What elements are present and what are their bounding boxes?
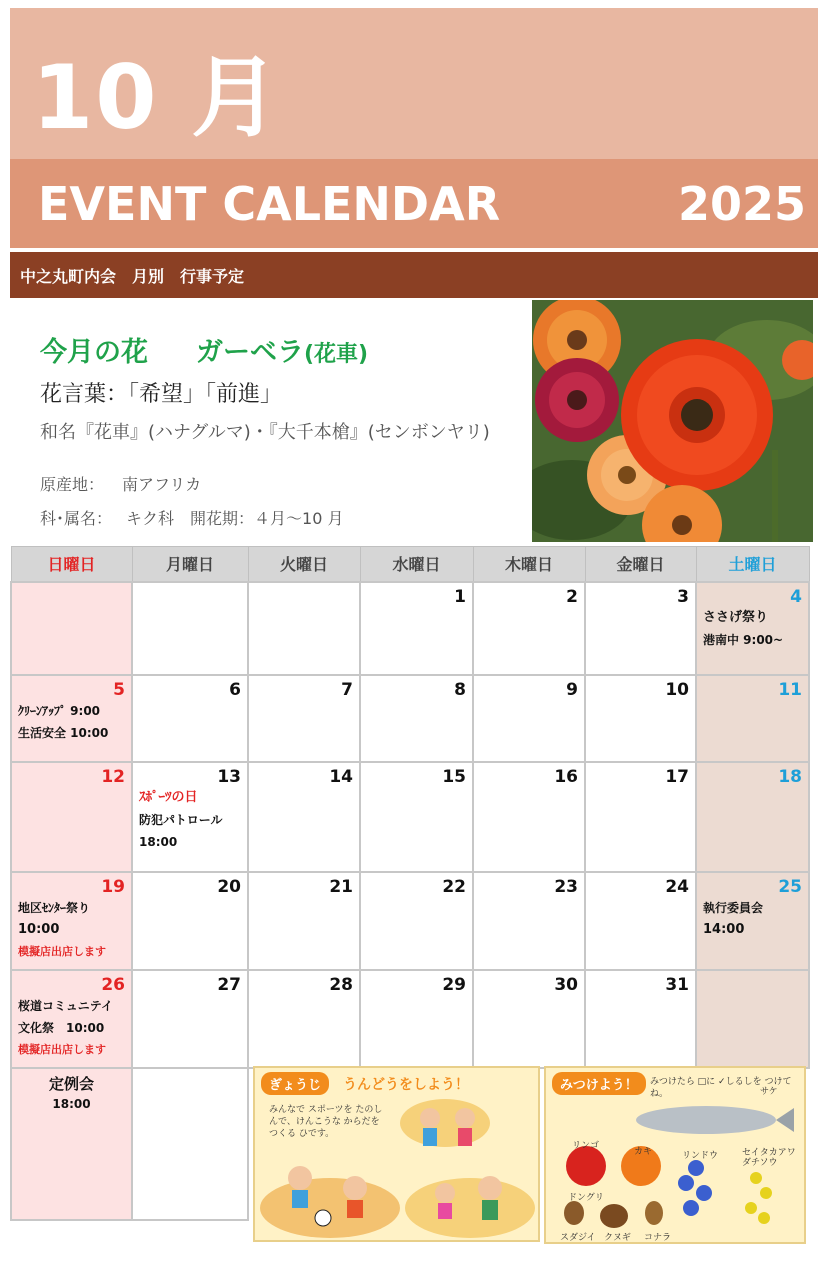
weekday-thu: 木曜日 [473,547,585,582]
day-cell-14 [248,762,360,872]
illustration-find [544,1066,806,1244]
day-number: 28 [329,974,353,995]
find-item-salmon: サケ [760,1087,778,1097]
find-item-sudajii: スダジイ [560,1233,596,1243]
day-cell-15 [360,762,473,872]
day-cell-1 [360,582,473,675]
day-cell-2 [473,582,585,675]
sports-text: みんなで スポーツを たのしんで、けんこうな からだを つくる ひです。 [269,1105,383,1139]
family-value: キク科 開花期：４月～10 月 [126,509,344,528]
event-calendar-title: EVENT CALENDAR [38,177,501,231]
day-cell-5 [11,675,132,762]
gerbera-photo-illustration [532,300,813,542]
day-cell-16 [473,762,585,872]
event-text: ｽﾎﾟｰﾂの日 [139,789,198,805]
day-number: 15 [442,766,466,787]
flower-language [40,377,530,408]
calendar-week-5 [11,970,809,1068]
day-number: 21 [329,876,353,897]
day-number: 23 [554,876,578,897]
day-cell-empty-4-6 [696,970,809,1068]
day-cell-31 [585,970,696,1068]
find-instruction: みつけたら □に ✓しるしを つけてね。 [650,1077,792,1099]
day-cell-empty-0-0 [11,582,132,675]
find-item-konara: コナラ [644,1233,672,1243]
day-number: 22 [442,876,466,897]
regular-meeting-time: 18:00 [52,1096,91,1111]
day-cell-9 [473,675,585,762]
find-item-apple: リンゴ [572,1141,600,1151]
day-number: 24 [665,876,689,897]
day-cell-10 [585,675,696,762]
day-cell-7 [248,675,360,762]
family-label: 科･属名： [40,509,113,528]
day-cell-6 [132,675,248,762]
day-cell-24 [585,872,696,970]
weekday-fri: 金曜日 [585,547,696,582]
subtitle: 中之丸町内会 月別 行事予定 [20,267,245,286]
day-number: 1 [454,586,466,607]
event-text: ｸﾘｰﾝｱｯﾌﾟ 9:00 [18,703,101,718]
calendar-week-1 [11,582,809,675]
day-cell-empty-0-1 [132,582,248,675]
origin-value: 南アフリカ [122,475,202,494]
sports-heading: うんどうをしよう！ [343,1077,469,1093]
day-cell-18 [696,762,809,872]
day-cell-17 [585,762,696,872]
calendar-week-3 [11,762,809,872]
event-text: 10:00 [18,921,60,937]
day-number: 30 [554,974,578,995]
day-cell-27 [132,970,248,1068]
day-cell-22 [360,872,473,970]
find-item-kunugi: クヌギ [604,1233,631,1243]
flower-title [40,330,530,369]
event-text: 模擬店出店します [18,1042,106,1056]
day-number: 5 [113,679,125,700]
flower-of-month [40,330,530,528]
month-banner [10,8,818,159]
day-cell-29 [360,970,473,1068]
weekday-sat: 土曜日 [696,547,809,582]
find-item-goldenrod: セイタカアワダチソウ [742,1148,796,1168]
origin-label: 原産地： [40,475,105,494]
year-label: 2025 [677,177,806,231]
day-cell-30 [473,970,585,1068]
flower-name: ガーベラ [196,337,304,368]
flower-language-label: 花言葉： [40,382,129,407]
day-cell-20 [132,872,248,970]
day-number: 13 [217,766,241,787]
flower-kanji: (花車) [304,342,369,367]
blank-cell [132,1068,248,1220]
calendar-week-2 [11,675,809,762]
day-cell-19 [11,872,132,970]
event-text: 執行委員会 [703,900,764,915]
day-cell-28 [248,970,360,1068]
event-text: ささげ祭り [703,609,769,625]
flower-origin [40,472,201,495]
day-number: 26 [101,974,125,995]
weekday-wed: 水曜日 [360,547,473,582]
day-cell-21 [248,872,360,970]
gerbera-photo [532,300,813,542]
day-cell-26 [11,970,132,1068]
event-text: 港南中 9:00~ [703,632,784,647]
calendar-week-4 [11,872,809,970]
day-number: 9 [566,679,578,700]
day-number: 11 [778,679,802,700]
find-item-persimmon: カキ [634,1147,653,1157]
day-number: 19 [101,876,125,897]
event-text: 18:00 [139,834,178,849]
regular-meeting-cell [11,1068,132,1220]
weekday-sun: 日曜日 [11,547,132,582]
day-cell-12 [11,762,132,872]
day-number: 6 [229,679,241,700]
day-number: 20 [217,876,241,897]
find-tag: みつけよう！ [552,1072,646,1095]
sports-tag: ぎょうじ [261,1072,329,1095]
weekday-mon: 月曜日 [132,547,248,582]
day-number: 25 [778,876,802,897]
subtitle-bar [10,252,818,298]
day-number: 10 [665,679,689,700]
day-number: 31 [665,974,689,995]
illustration-sports [253,1066,540,1242]
day-number: 16 [554,766,578,787]
weekday-header [11,547,809,582]
day-cell-8 [360,675,473,762]
event-text: 地区ｾﾝﾀｰ祭り [18,900,91,915]
day-number: 8 [454,679,466,700]
event-calendar-banner [10,159,818,248]
month-title: 10 月 [32,46,282,149]
day-number: 4 [790,586,802,607]
day-cell-empty-0-2 [248,582,360,675]
event-text: 14:00 [703,921,745,937]
find-item-acorn: ドングリ [568,1193,604,1203]
day-number: 12 [101,766,125,787]
day-cell-13 [132,762,248,872]
day-number: 18 [778,766,802,787]
event-text: 生活安全 10:00 [18,725,109,740]
regular-meeting-title: 定例会 [48,1074,94,1093]
event-text: 防犯パトロール [139,812,223,827]
day-number: 29 [442,974,466,995]
day-cell-25 [696,872,809,970]
event-text: 模擬店出店します [18,944,106,958]
flower-title-prefix: 今月の花 [40,337,148,368]
event-text: 文化祭 10:00 [18,1020,105,1035]
find-item-gentian: リンドウ [682,1151,719,1161]
weekday-tue: 火曜日 [248,547,360,582]
event-text: 桜道コミュニテイ [18,998,113,1013]
day-cell-11 [696,675,809,762]
day-number: 7 [341,679,353,700]
day-number: 27 [217,974,241,995]
day-number: 2 [566,586,578,607]
flower-japanese-names: 和名『花車』(ハナグルマ)・『大千本槍』(センボンヤリ) [40,422,490,443]
flower-language-value: 「希望」「前進」 [128,382,283,407]
day-cell-3 [585,582,696,675]
flower-family [40,506,343,529]
day-cell-23 [473,872,585,970]
day-cell-4 [696,582,809,675]
day-number: 17 [665,766,689,787]
day-number: 14 [329,766,353,787]
sports-illustration [255,1068,540,1242]
day-number: 3 [677,586,689,607]
